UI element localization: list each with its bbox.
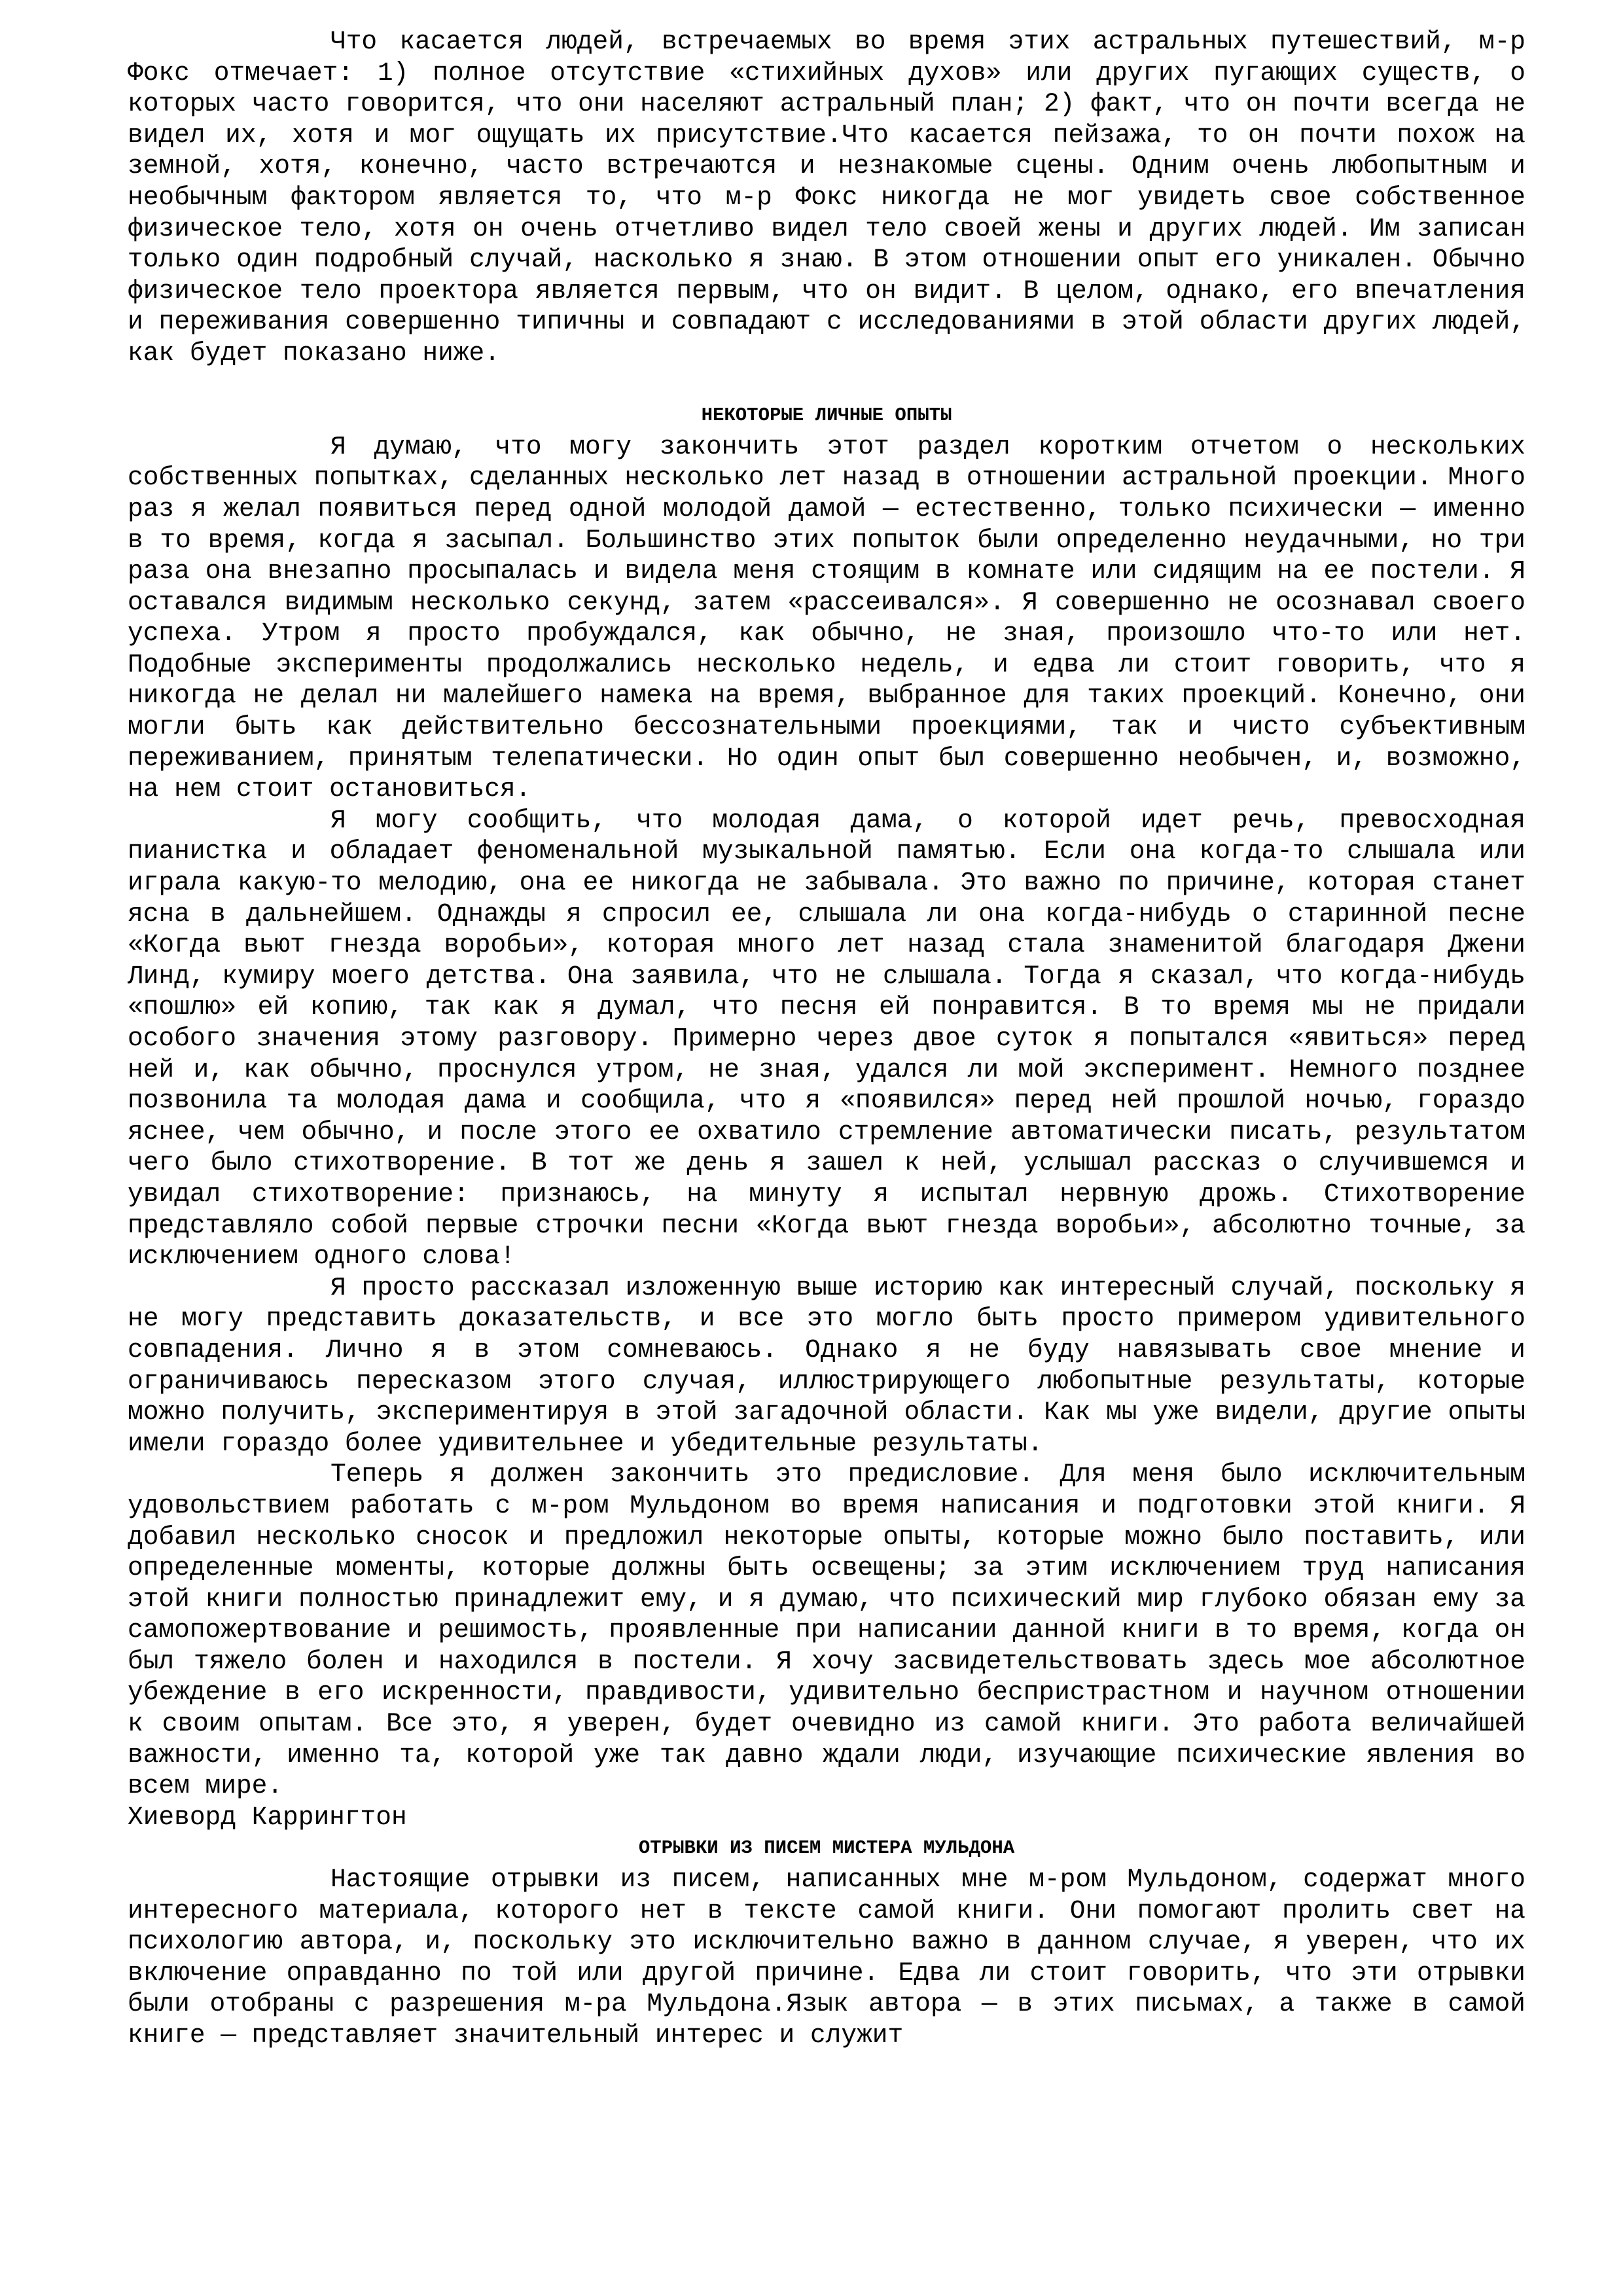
heading-muldoon-letters: ОТРЫВКИ ИЗ ПИСЕМ МИСТЕРА МУЛЬДОНА <box>638 1837 1015 1859</box>
signature-author: Хиеворд Каррингтон <box>128 1802 407 1832</box>
paragraph-fox-astral-observations: Что касается людей, встречаемых во время этих астральных путешествий, м-р Фокс отмечает: 1) полное отсутствие «стихийных духов» или других пугающих существ, о которых часто говорится, что они населяют астральный план; 2) факт, что он почти всегда не видел их, хотя и мог ощущать их присутствие.Что касается пейзажа, то он почти похож на земной, хотя, конечно, часто встречаются и незнакомые сцены. Одним очень любопытным и необычным фактором является то, что м-р Фокс никогда не мог увидеть свое собственное физическое тело, хотя он очень отчетливо видел тело своей жены и других людей. Им записан только один подробный случай, насколько я знаю. В этом отношении опыт его уникален. Обычно физическое тело проектора является первым, что он видит. В целом, однако, его впечатления и переживания совершенно типичны и совпадают с исследованиями в этой области других людей, как будет показано ниже. <box>128 27 1525 368</box>
document-page <box>128 26 1525 2051</box>
section-spacer <box>128 369 1525 401</box>
paragraph-own-attempts: Я думаю, что могу закончить этот раздел коротким отчетом о нескольких собственных попытках, сделанных несколько лет назад в отношении астральной проекции. Много раз я желал появиться перед одной молодой дамой — естественно, только психически — именно в то время, когда я засыпал. Большинство этих попыток были определенно неудачными, но три раза она внезапно просыпалась и видела меня стоящим в комнате или сидящим на ее постели. Я оставался видимым несколько секунд, затем «рассеивался». Я совершенно не осознавал своего успеха. Утром я просто пробуждался, как обычно, не зная, произошло что-то или нет. Подобные эксперименты продолжались несколько недель, и едва ли стоит говорить, что я никогда не делал ни малейшего намека на время, выбранное для таких проекций. Конечно, они могли быть как действительно бессознательными проекциями, так и чисто субъективным переживанием, принятым телепатически. Но один опыт был совершенно необычен, и, возможно, на нем стоит остановиться. <box>128 431 1525 804</box>
paragraph-letters-excerpts: Настоящие отрывки из писем, написанных мне м-ром Мульдоном, содержат много интересного материала, которого нет в тексте самой книги. Они помогают пролить свет на психологию автора, и, поскольку это исключительно важно в данном случае, я уверен, что их включение оправданно по той или другой причине. Едва ли стоит говорить, что эти отрывки были отобраны с разрешения м-ра Мульдона.Язык автора — в этих письмах, а также в самой книге — представляет значительный интерес и служит <box>128 1865 1525 2050</box>
heading-personal-experiments: НЕКОТОРЫЕ ЛИЧНЫЕ ОПЫТЫ <box>701 404 952 427</box>
paragraph-pianist-song: Я могу сообщить, что молодая дама, о которой идет речь, превосходная пианистка и обладает феноменальной музыкальной памятью. Если она когда-то слышала или играла какую-то мелодию, она ее никогда не забывала. Это важно по причине, которая станет ясна в дальнейшем. Однажды я спросил ее, слышала ли она когда-нибудь о старинной песне «Когда вьют гнезда воробьи», которая много лет назад стала знаменитой благодаря Джени Линд, кумиру моего детства. Она заявила, что не слышала. Тогда я сказал, что когда-нибудь «пошлю» ей копию, так как я думал, что песня ей понравится. В то время мы не придали особого значения этому разговору. Примерно через двое суток я попытался «явиться» перед ней и, как обычно, проснулся утром, не зная, удался ли мой эксперимент. Немного позднее позвонила та молодая дама и сообщила, что я «появился» перед ней прошлой ночью, гораздо яснее, чем обычно, и после этого ее охватило стремление автоматически писать, результатом чего было стихотворение. В тот же день я зашел к ней, услышал рассказ о случившемся и увидал стихотворение: признаюсь, на минуту я испытал нервную дрожь. Стихотворение представляло собой первые строчки песни «Когда вьют гнезда воробьи», абсолютно точные, за исключением одного слова! <box>128 805 1525 1272</box>
paragraph-preface-conclusion: Теперь я должен закончить это предисловие. Для меня было исключительным удовольствием работать с м-ром Мульдоном во время написания и подготовки этой книги. Я добавил несколько сносок и предложил некоторые опыты, которые можно было поставить, или определенные моменты, которые должны быть освещены; за этим исключением труд написания этой книги полностью принадлежит ему, и я думаю, что психический мир глубоко обязан ему за самопожертвование и решимость, проявленные при написании данной книги в то время, когда он был тяжело болен и находился в постели. Я хочу засвидетельствовать здесь мое абсолютное убеждение в его искренности, правдивости, удивительно беспристрастном и научном отношении к своим опытам. Все это, я уверен, будет очевидно из самой книги. Это работа величайшей важности, именно та, которой уже так давно ждали люди, изучающие психические явления во всем мире. <box>128 1460 1525 1801</box>
paragraph-coincidence: Я просто рассказал изложенную выше историю как интересный случай, поскольку я не могу представить доказательств, и все это могло быть просто примером удивительного совпадения. Лично я в этом сомневаюсь. Однако я не буду навязывать свое мнение и ограничиваюсь пересказом этого случая, иллюстрирующего любопытные результаты, которые можно получить, экспериментируя в этой загадочной области. Как мы уже видели, другие опыты имели гораздо более удивительнее и убедительные результаты. <box>128 1272 1525 1458</box>
